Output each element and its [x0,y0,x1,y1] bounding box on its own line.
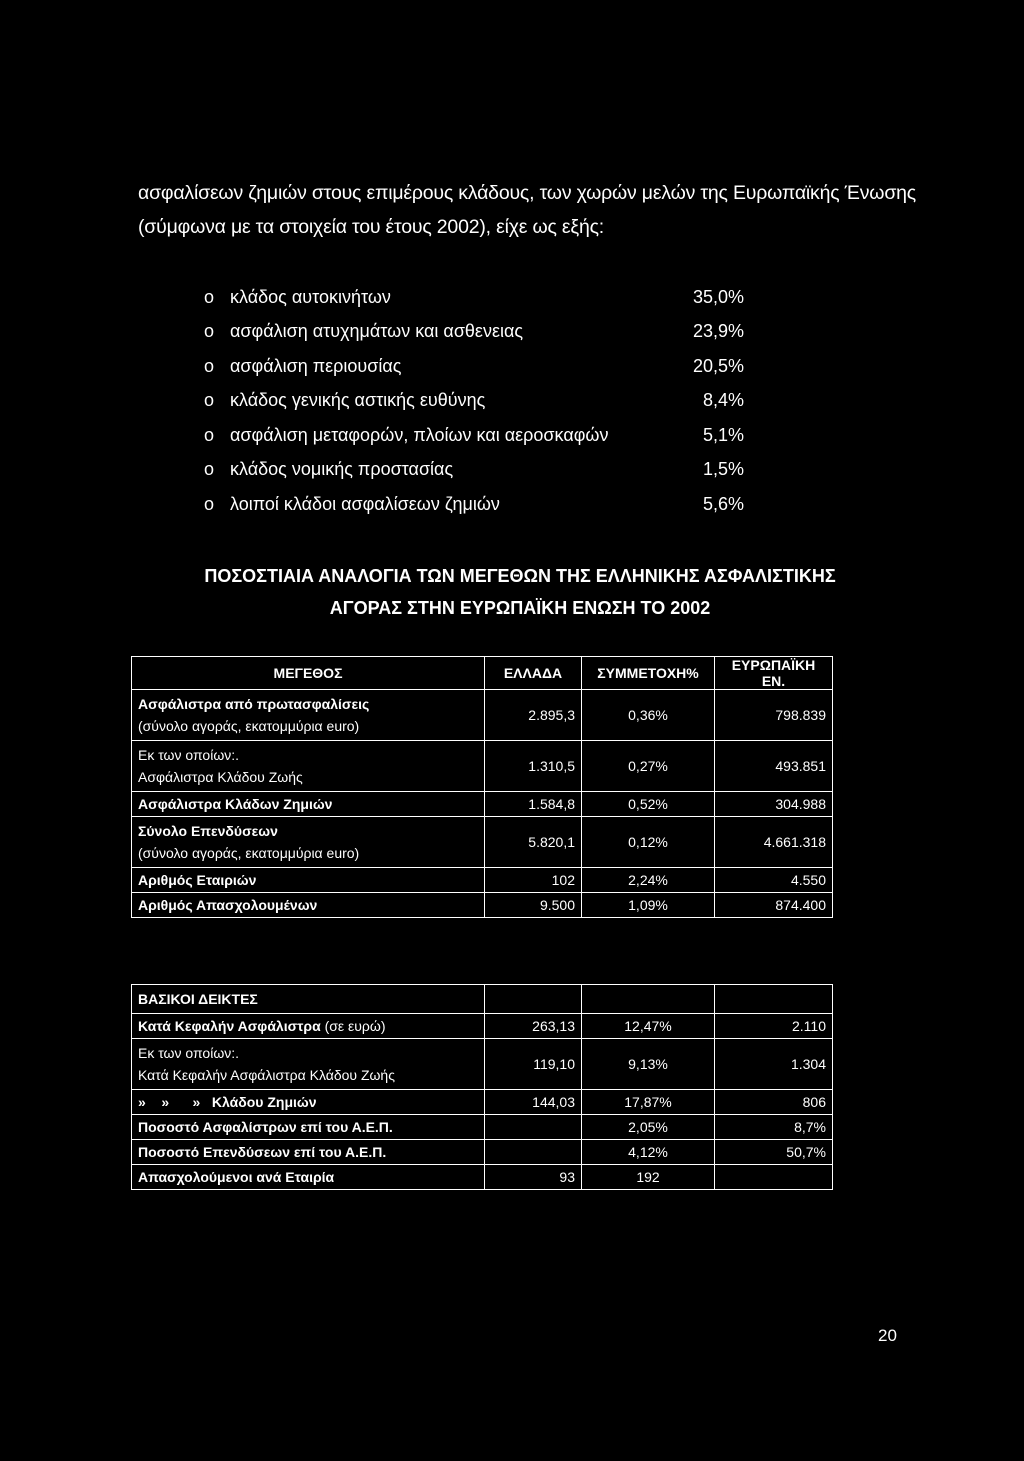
header-cell: ΕΛΛΑΔΑ [485,657,582,690]
greece-cell [485,1140,582,1165]
list-item [204,349,744,384]
row-label: Ασφάλιστρα από πρωτασφαλίσεις [138,696,370,712]
eu-cell: 304.988 [715,792,833,817]
row-prefix: Εκ των οποίων:. [138,747,240,763]
greece-cell: 9.500 [485,893,582,918]
row-label-suffix: (σε ευρώ) [320,1018,386,1034]
list-item-label: ασφάλιση μεταφορών, πλοίων και αεροσκαφών [230,424,609,445]
row-label: Σύνολο Επενδύσεων [138,823,278,839]
row-label: Ποσοστό Ασφαλίστρων επί του Α.Ε.Π. [132,1115,485,1140]
table-title-row [132,985,833,1014]
bullet-mark: o [204,459,215,480]
eu-cell: 4.661.318 [715,817,833,868]
page-number: 20 [878,1326,897,1345]
header-cell: ΕΥΡΩΠΑΪΚΗ ΕΝ. [715,657,833,690]
share-cell: 2,24% [582,868,715,893]
bullet-mark: o [204,286,215,307]
eu-cell: 874.400 [715,893,833,918]
intro-paragraph: ασφαλίσεων ζημιών στους επιμέρους κλάδους, των χωρών μελών της Ευρωπαϊκής Ένωσης (σύμφωνα με τα στοιχεία του έτους 2002), είχε ως εξής: [138,182,916,238]
share-cell: 0,52% [582,792,715,817]
share-cell: 4,12% [582,1140,715,1165]
bullet-mark: o [204,321,215,342]
empty-cell [582,985,715,1014]
list-item [204,280,744,315]
list-item [204,487,744,522]
share-cell: 9,13% [582,1039,715,1090]
row-label-cell [132,817,485,868]
list-item [204,453,744,488]
share-cell: 0,12% [582,817,715,868]
empty-cell [715,985,833,1014]
table-header-row [132,657,833,690]
row-label: Αριθμός Απασχολουμένων [132,893,485,918]
list-item-label: κλάδος νομικής προστασίας [230,459,454,480]
row-label-cell [132,1039,485,1090]
table-row [132,1115,833,1140]
table-row [132,741,833,792]
table-row [132,1014,833,1039]
eu-cell: 806 [715,1090,833,1115]
list-item-percent: 1,5% [702,459,744,480]
eu-cell: 798.839 [715,690,833,741]
eu-cell: 1.304 [715,1039,833,1090]
row-label: Ποσοστό Επενδύσεων επί του Α.Ε.Π. [132,1140,485,1165]
greece-cell: 263,13 [485,1014,582,1039]
row-label: Απασχολούμενοι ανά Εταιρία [132,1165,485,1190]
row-sublabel: (σύνολο αγοράς, εκατομμύρια euro) [138,845,360,861]
share-cell: 12,47% [582,1014,715,1039]
eu-cell: 493.851 [715,741,833,792]
list-item-percent: 20,5% [692,355,744,376]
row-label: Ασφάλιστρα Κλάδου Ζωής [138,769,303,785]
list-item [204,315,744,350]
row-label: Αριθμός Εταιριών [132,868,485,893]
table-row [132,817,833,868]
row-label-cell [132,741,485,792]
section-heading-line-1: ΠΟΣΟΣΤΙΑΙΑ ΑΝΑΛΟΓΙΑ ΤΩΝ ΜΕΓΕΘΩΝ ΤΗΣ ΕΛΛΗΝΙΚΗΣ ΑΣΦΑΛΙΣΤΙΚΗΣ [204,566,836,586]
row-prefix: Εκ των οποίων:. [138,1045,240,1061]
greece-cell: 144,03 [485,1090,582,1115]
list-item-percent: 35,0% [692,286,744,307]
list-item-label: κλάδος γενικής αστικής ευθύνης [230,390,486,411]
eu-cell: 50,7% [715,1140,833,1165]
table-row [132,1140,833,1165]
greece-cell: 1.584,8 [485,792,582,817]
bullet-mark: o [204,390,215,411]
greece-cell: 119,10 [485,1039,582,1090]
share-cell: 2,05% [582,1115,715,1140]
share-cell: 0,27% [582,741,715,792]
list-item [204,418,744,453]
share-cell: 0,36% [582,690,715,741]
bullet-mark: o [204,424,215,445]
list-item-label: ασφάλιση ατυχημάτων και ασθενειας [230,321,524,342]
list-item [204,384,744,419]
share-cell: 192 [582,1165,715,1190]
key-indicators-table [131,984,833,1190]
bullet-list [204,280,744,522]
greece-cell [485,1115,582,1140]
list-item-label: κλάδος αυτοκινήτων [230,286,391,307]
row-label-cell [132,690,485,741]
row-label-cell [132,1014,485,1039]
greece-cell: 1.310,5 [485,741,582,792]
eu-cell [715,1165,833,1190]
table-row [132,1039,833,1090]
row-label: » » » Κλάδου Ζημιών [132,1090,485,1115]
greece-cell: 5.820,1 [485,817,582,868]
header-cell: ΜΕΓΕΘΟΣ [132,657,485,690]
row-label: Κατά Κεφαλήν Ασφάλιστρα [138,1018,321,1034]
list-item-label: λοιποί κλάδοι ασφαλίσεων ζημιών [230,493,500,514]
table-row [132,1090,833,1115]
share-cell: 1,09% [582,893,715,918]
row-label: Ασφάλιστρα Κλάδων Ζημιών [132,792,485,817]
greece-cell: 2.895,3 [485,690,582,741]
table-row [132,690,833,741]
empty-cell [485,985,582,1014]
table-row [132,868,833,893]
table-row [132,792,833,817]
eu-cell: 8,7% [715,1115,833,1140]
list-item-percent: 5,1% [702,424,744,445]
header-cell: ΣΥΜΜΕΤΟΧΗ% [582,657,715,690]
list-item-percent: 23,9% [692,321,744,342]
section-heading-line-2: ΑΓΟΡΑΣ ΣΤΗΝ ΕΥΡΩΠΑΪΚΗ ΕΝΩΣΗ ΤΟ 2002 [329,598,711,618]
eu-cell: 2.110 [715,1014,833,1039]
greece-cell: 102 [485,868,582,893]
table-row [132,1165,833,1190]
section-heading [130,560,910,624]
list-item-percent: 5,6% [702,493,744,514]
table-row [132,893,833,918]
bullet-mark: o [204,493,215,514]
list-item-label: ασφάλιση περιουσίας [230,355,402,376]
share-cell: 17,87% [582,1090,715,1115]
row-label: Κατά Κεφαλήν Ασφάλιστρα Κλάδου Ζωής [138,1067,395,1083]
bullet-mark: o [204,355,215,376]
table-title: ΒΑΣΙΚΟΙ ΔΕΙΚΤΕΣ [132,985,485,1014]
row-sublabel: (σύνολο αγοράς, εκατομμύρια euro) [138,718,360,734]
list-item-percent: 8,4% [702,390,744,411]
eu-cell: 4.550 [715,868,833,893]
greece-cell: 93 [485,1165,582,1190]
market-size-table [131,656,833,918]
